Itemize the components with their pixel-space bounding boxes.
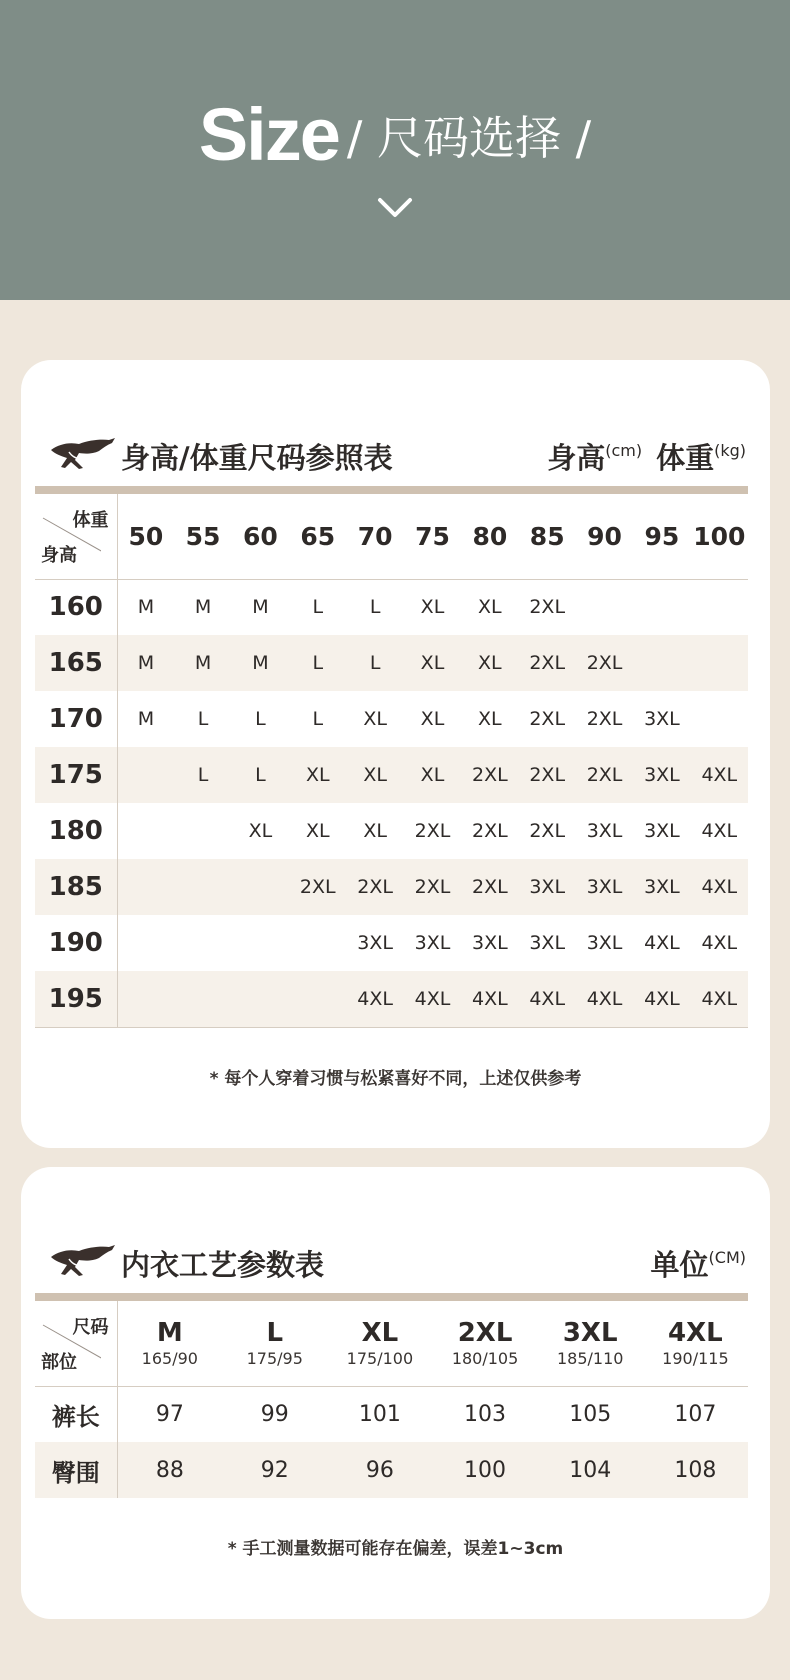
size-cell: 3XL (357, 932, 393, 954)
panther-logo-icon (49, 436, 117, 472)
size-name: 2XL (457, 1318, 513, 1349)
size-spec: 165/90 (141, 1349, 198, 1369)
size-cell: 4XL (691, 859, 748, 915)
size-cell: 3XL (576, 859, 633, 915)
part-cell: 裤长 (35, 1386, 117, 1442)
size-cell (633, 635, 690, 691)
weight-header-cell: 70 (346, 494, 403, 579)
size-cell (289, 971, 346, 1027)
size-cell: XL (363, 820, 387, 842)
corner-weight-label: 体重 (72, 510, 109, 531)
size-chart-row (35, 691, 748, 747)
size-cell (232, 971, 289, 1027)
size-cell: L (255, 708, 266, 730)
spec-chart-table (35, 1301, 748, 1498)
size-cell: 4XL (633, 971, 690, 1027)
size-chart-card (21, 360, 770, 1148)
height-cell: 165 (35, 635, 117, 691)
spec-chart-card (21, 1167, 770, 1619)
size-cell: L (369, 596, 381, 619)
size-cell: 3XL (633, 747, 690, 803)
unit-value: (CM) (708, 1248, 746, 1267)
size-cell (289, 915, 346, 971)
size-cell (174, 971, 231, 1027)
size-cell: 4XL (644, 932, 680, 954)
size-cell: 3XL (586, 820, 623, 842)
size-cell: L (346, 635, 403, 691)
size-cell (117, 747, 174, 803)
spec-chart-header (49, 1239, 746, 1287)
size-cell: 2XL (576, 635, 633, 691)
weight-header-cell: 80 (461, 494, 518, 579)
measurement-cell: 101 (358, 1401, 401, 1427)
weight-unit: (kg) (714, 441, 746, 460)
weight-header-cell: 100 (691, 494, 748, 579)
size-cell: XL (363, 708, 387, 730)
size-chart-row (35, 971, 748, 1027)
chevron-down-icon (377, 196, 413, 220)
part-cell: 臀围 (35, 1442, 117, 1498)
size-spec: 190/115 (662, 1349, 729, 1369)
size-spec: 180/105 (451, 1349, 519, 1369)
weight-label: 体重 (656, 441, 715, 475)
spec-chart-size-row (35, 1301, 748, 1386)
spec-chart-divider-bar (35, 1293, 748, 1301)
measurement-cell: 88 (117, 1442, 222, 1498)
size-cell: 2XL (519, 747, 576, 803)
size-cell: 3XL (644, 708, 680, 730)
size-cell (633, 579, 690, 635)
measurement-cell: 107 (674, 1401, 717, 1427)
spec-chart-row (35, 1442, 748, 1498)
size-cell (576, 579, 633, 635)
size-name: L (266, 1318, 284, 1349)
size-cell: 2XL (346, 859, 403, 915)
size-cell: 2XL (529, 596, 566, 619)
measurement-cell: 97 (155, 1401, 184, 1427)
size-chart-table (35, 494, 748, 1028)
size-name: XL (361, 1318, 399, 1349)
weight-header-cell: 55 (174, 494, 231, 579)
size-cell: 3XL (644, 820, 680, 842)
size-cell (691, 579, 748, 635)
measurement-cell: 105 (569, 1401, 612, 1427)
corner-part-label: 部位 (41, 1351, 77, 1373)
size-header-cell (222, 1301, 327, 1386)
size-cell: 2XL (519, 635, 576, 691)
size-cell: 2XL (576, 747, 633, 803)
size-cell (174, 803, 231, 859)
size-cell: 4XL (404, 971, 461, 1027)
size-name: 3XL (562, 1318, 618, 1349)
size-cell (691, 691, 748, 747)
size-cell: XL (478, 708, 502, 730)
size-chart-divider-bar (35, 486, 748, 494)
size-cell: 3XL (529, 932, 566, 954)
size-cell: L (174, 747, 231, 803)
size-cell: XL (248, 820, 273, 842)
size-chart-row (35, 747, 748, 803)
size-header-cell (117, 1301, 222, 1386)
size-cell: 2XL (461, 859, 518, 915)
size-header-cell (327, 1301, 432, 1386)
size-header-cell (643, 1301, 748, 1386)
size-chart-row (35, 915, 748, 971)
spec-chart-corner (35, 1301, 117, 1386)
size-cell: 2XL (471, 820, 508, 842)
size-spec: 175/100 (346, 1349, 414, 1369)
size-cell: M (174, 635, 231, 691)
size-cell (691, 635, 748, 691)
size-cell: 2XL (404, 859, 461, 915)
measurement-cell: 96 (327, 1442, 432, 1498)
size-cell: 4XL (461, 971, 518, 1027)
panther-logo-icon (49, 1243, 117, 1279)
size-cell (117, 915, 174, 971)
size-cell: L (232, 747, 289, 803)
size-chart-row (35, 859, 748, 915)
size-cell: M (232, 635, 289, 691)
size-cell: L (312, 708, 324, 730)
size-spec: 185/110 (556, 1349, 624, 1369)
size-cell (174, 859, 231, 915)
height-label: 身高 (547, 441, 606, 475)
hero-title-size: Size (198, 93, 339, 176)
size-cell: M (194, 596, 212, 619)
size-cell: 4XL (701, 932, 738, 954)
size-cell: L (312, 596, 324, 619)
height-cell: 170 (35, 691, 117, 747)
size-cell: XL (404, 635, 461, 691)
size-cell: M (252, 596, 269, 619)
size-cell (117, 859, 174, 915)
size-cell: M (117, 635, 174, 691)
size-chart-units (547, 436, 746, 477)
size-chart-row (35, 635, 748, 691)
size-spec: 175/95 (246, 1349, 303, 1369)
height-cell: 190 (35, 915, 117, 971)
size-cell: XL (305, 820, 330, 842)
weight-header-cell: 60 (232, 494, 289, 579)
size-cell: L (289, 635, 346, 691)
height-cell: 180 (35, 803, 117, 859)
size-chart-header (49, 432, 746, 480)
size-cell: XL (289, 747, 346, 803)
corner-height-label: 身高 (41, 544, 77, 566)
size-cell: 4XL (519, 971, 576, 1027)
size-cell: 2XL (529, 820, 566, 842)
size-cell: XL (346, 747, 403, 803)
size-cell (232, 859, 289, 915)
measurement-cell: 103 (464, 1401, 507, 1427)
size-cell: 2XL (586, 708, 623, 730)
size-cell: XL (461, 635, 518, 691)
size-chart-corner (35, 494, 117, 579)
unit-label: 单位 (650, 1248, 709, 1282)
size-cell (117, 803, 174, 859)
size-cell: M (137, 708, 155, 730)
size-cell: 4XL (346, 971, 403, 1027)
size-cell: 4XL (691, 747, 748, 803)
weight-header-cell: 65 (289, 494, 346, 579)
size-chart-weight-row (35, 494, 748, 579)
size-cell: 3XL (414, 932, 451, 954)
size-cell: 2XL (414, 820, 451, 842)
spec-chart-row (35, 1386, 748, 1442)
measurement-cell: 92 (222, 1442, 327, 1498)
size-cell: 4XL (576, 971, 633, 1027)
weight-header-cell: 95 (633, 494, 690, 579)
size-header-cell (432, 1301, 537, 1386)
height-cell: 160 (35, 579, 117, 635)
size-cell: 4XL (701, 820, 738, 842)
size-cell: XL (420, 708, 445, 730)
measurement-cell: 100 (432, 1442, 537, 1498)
measurement-cell: 108 (643, 1442, 748, 1498)
spec-chart-unit (651, 1243, 746, 1284)
weight-header-cell: 75 (404, 494, 461, 579)
size-cell: XL (478, 596, 502, 619)
size-cell (232, 915, 289, 971)
size-header-cell (538, 1301, 643, 1386)
hero-title (0, 92, 790, 177)
hero-banner (0, 0, 790, 300)
weight-header-cell: 50 (117, 494, 174, 579)
size-cell: 3XL (519, 859, 576, 915)
size-cell: M (137, 596, 155, 619)
height-cell: 175 (35, 747, 117, 803)
size-cell (117, 971, 174, 1027)
size-cell: 2XL (529, 708, 566, 730)
height-unit: (cm) (605, 441, 643, 460)
size-name: M (156, 1318, 183, 1349)
measurement-cell: 99 (260, 1401, 289, 1427)
weight-header-cell: 90 (576, 494, 633, 579)
size-cell (174, 915, 231, 971)
size-cell: 2XL (461, 747, 518, 803)
size-chart-row (35, 803, 748, 859)
size-name: 4XL (668, 1318, 723, 1349)
size-cell: 3XL (586, 932, 623, 954)
size-cell: XL (404, 747, 461, 803)
size-cell: L (197, 708, 209, 730)
measurement-cell: 104 (538, 1442, 643, 1498)
size-cell: 3XL (633, 859, 690, 915)
size-chart-note: * 每个人穿着习惯与松紧喜好不同，上述仅供参考 (209, 1069, 582, 1089)
size-cell: 4XL (691, 971, 748, 1027)
weight-header-cell: 85 (519, 494, 576, 579)
height-cell: 195 (35, 971, 117, 1027)
size-cell: 2XL (289, 859, 346, 915)
size-cell: 3XL (471, 932, 508, 954)
spec-chart-title: 内衣工艺参数表 (121, 1248, 325, 1282)
hero-title-chinese: / 尺码选择 / (346, 110, 592, 165)
corner-size-label: 尺码 (72, 1317, 109, 1338)
size-chart-title: 身高/体重尺码参照表 (121, 441, 393, 475)
spec-chart-note: * 手工测量数据可能存在偏差，误差1~3cm (227, 1539, 564, 1559)
size-chart-row (35, 579, 748, 635)
height-cell: 185 (35, 859, 117, 915)
size-cell: XL (420, 596, 445, 619)
